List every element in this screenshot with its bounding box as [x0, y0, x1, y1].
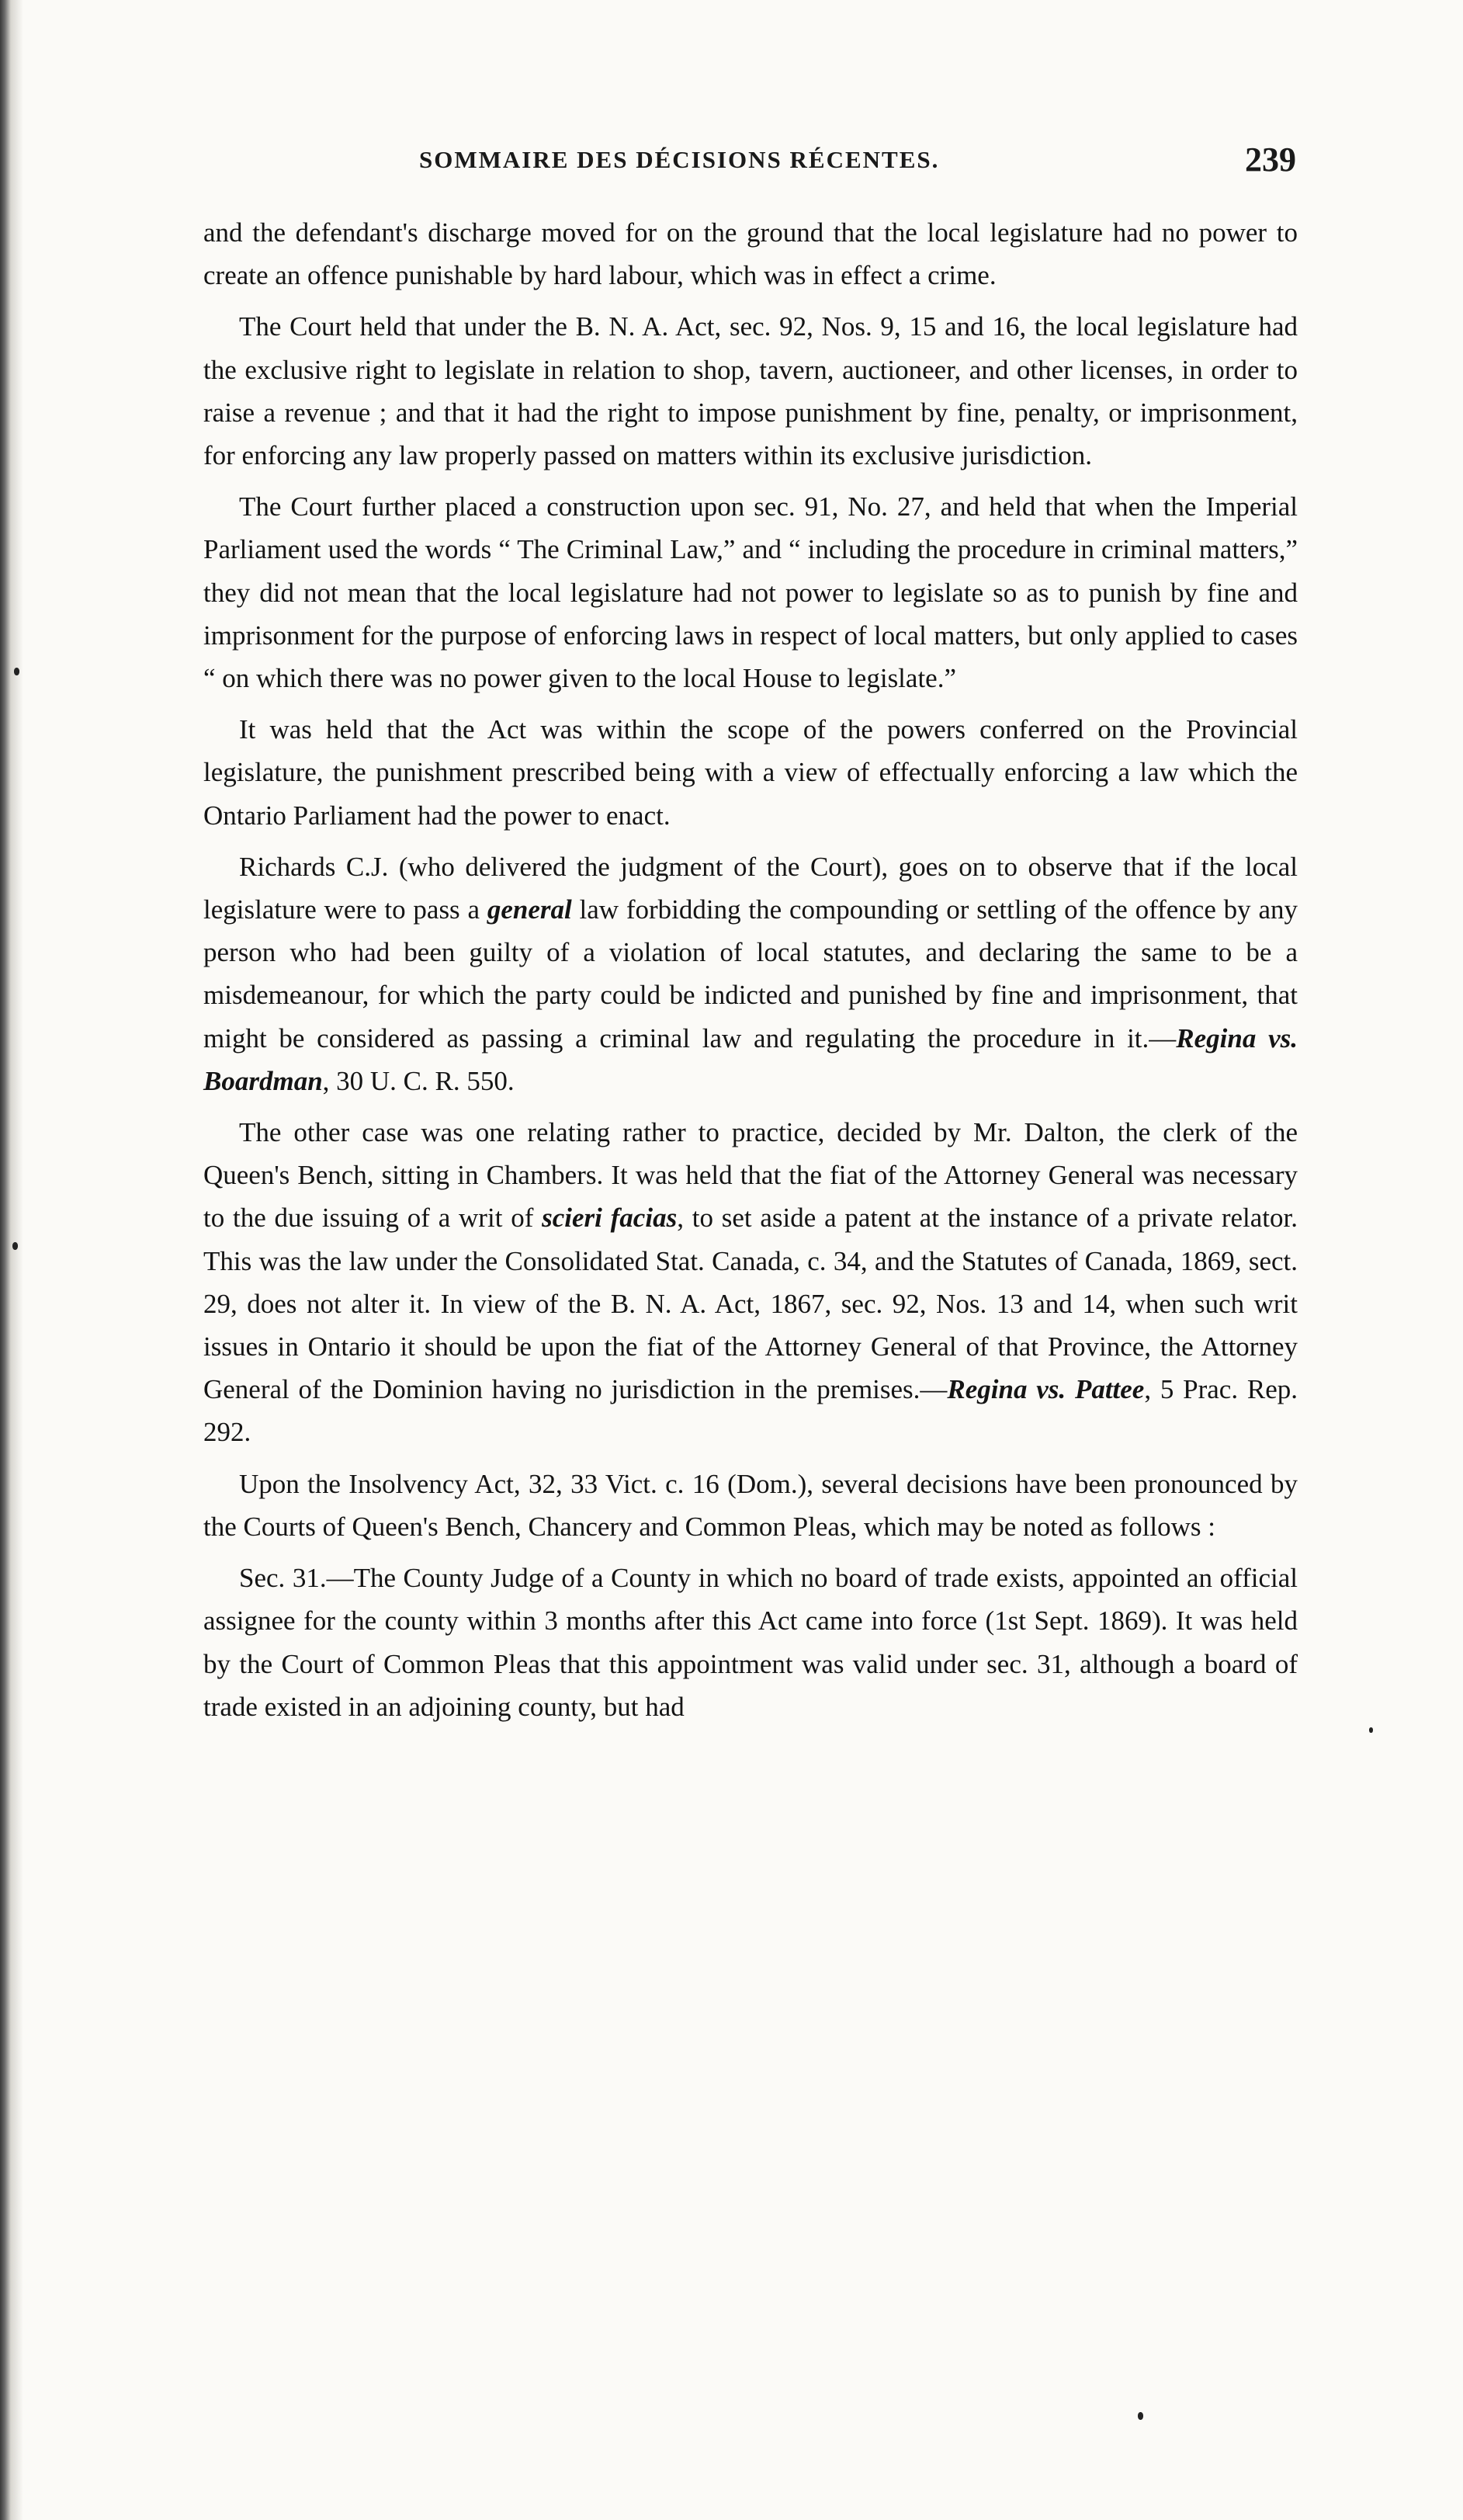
text-run: The Court held that under the B. N. A. Act, sec. 92, Nos. 9, 15 and 16, the local legislature had the exclusive right to legislate in relation to shop, tavern, auctioneer, and other licenses, in order to raise a revenue ; and that it had the right to impose punishment by fine, penalty, or imprisonment, for enforcing any law properly passed on matters within its exclusive jurisdiction.: [203, 311, 1298, 471]
paragraph: [203, 485, 1298, 699]
binding-edge: [0, 0, 23, 2520]
text-run: law forbidding the compounding or settling of the offence by any person who had been guilty of a violation of local statutes, and declaring the same to be a misdemeanour, for which the party could be indicted and punished by fine and imprisonment, that might be considered as passing a criminal law and regulating the procedure in it.—: [203, 894, 1298, 1053]
text-run: The Court further placed a construction upon sec. 91, No. 27, and held that when the Imperial Parliament used the words “ The Criminal Law,” and “ including the procedure in criminal matters,” they did not mean that the local legislature had not power to legislate so as to punish by fine and imprisonment for the purpose of enforcing laws in respect of local matters, but only applied to cases “ on which there was no power given to the local House to legislate.”: [203, 491, 1298, 694]
paragraph: [203, 708, 1298, 837]
text-run: Richards C.J. (who delivered the judgment of the Court), goes on to observe that if the local legislature were to pass a: [203, 851, 1298, 925]
text-run: and the defendant's discharge moved for on the ground that the local legislature had no power to create an offence punishable by hard labour, which was in effect a crime.: [203, 217, 1298, 291]
body-text: [203, 211, 1298, 1737]
text-run: , 5 Prac. Rep. 292.: [203, 1374, 1298, 1448]
paragraph: [203, 1463, 1298, 1548]
text-run: Sec. 31.—The County Judge of a County in which no board of trade exists, appointed an official assignee for the county within 3 months after this Act came into force (1st Sept. 1869). It was held by the Court of Common Pleas that this appointment was valid under sec. 31, although a board of trade existed in an adjoining county, but had: [203, 1563, 1298, 1722]
paragraph: [203, 211, 1298, 297]
text-run: It was held that the Act was within the scope of the powers conferred on the Provincial legislature, the punishment prescribed being with a view of effectually enforcing a law which the Ontario Parliament had the power to enact.: [203, 714, 1298, 831]
running-title: SOMMAIRE DES DÉCISIONS RÉCENTES.: [419, 146, 940, 173]
page-speck: [1138, 2412, 1143, 2420]
text-run: , to set aside a patent at the instance of a private relator. This was the law under the Consolidated Stat. Canada, c. 34, and the Statutes of Canada, 1869, sect. 29, does not alter it. In view of the B. N. A. Act, 1867, sec. 92, Nos. 13 and 14, when such writ issues in Ontario it should be upon the fiat of the Attorney General of that Province, the Attorney General of the Dominion having no jurisdiction in the premises.—: [203, 1203, 1298, 1405]
page-speck: [1369, 1727, 1373, 1733]
margin-speck: [12, 1242, 18, 1250]
page-header: [419, 140, 1296, 186]
paragraph: [203, 1557, 1298, 1728]
italic-run: general: [487, 894, 572, 925]
text-run: Upon the Insolvency Act, 32, 33 Vict. c. 16 (Dom.), several decisions have been pronounced by the Courts of Queen's Bench, Chancery and Common Pleas, which may be noted as follows :: [203, 1468, 1298, 1542]
margin-speck: [14, 668, 19, 675]
paragraph: [203, 845, 1298, 1102]
italic-run: Regina vs. Boardman: [203, 1022, 1298, 1096]
italic-run: Regina vs. Pattee: [947, 1374, 1145, 1405]
paragraph: [203, 1111, 1298, 1454]
text-run: The other case was one relating rather to practice, decided by Mr. Dalton, the clerk of the Queen's Bench, sitting in Chambers. It was held that the fiat of the Attorney General was necessary to the due issuing of a writ of: [203, 1117, 1298, 1234]
italic-run: scieri facias: [542, 1203, 678, 1234]
paragraph: [203, 305, 1298, 477]
page-number: 239: [1245, 141, 1296, 179]
text-run: , 30 U. C. R. 550.: [322, 1065, 515, 1096]
